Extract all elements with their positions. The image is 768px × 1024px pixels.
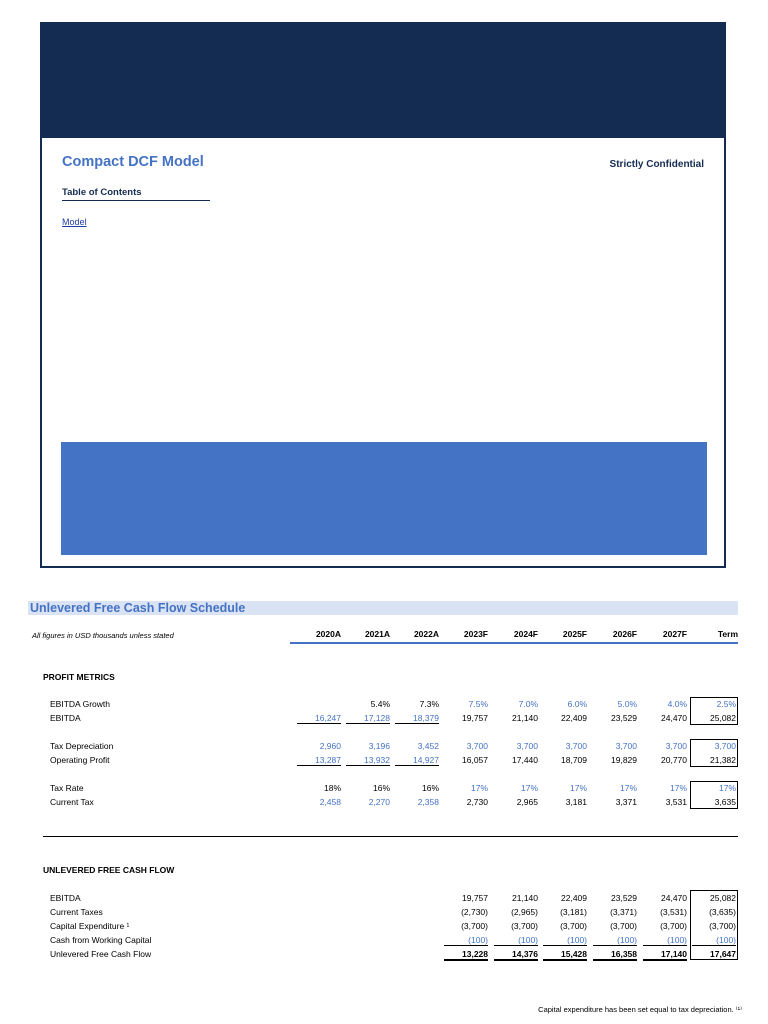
cell: 16,247 xyxy=(297,713,341,724)
cell: 3,700 xyxy=(665,741,687,751)
row-label: Tax Rate xyxy=(50,783,84,793)
cell: 2,965 xyxy=(516,797,538,807)
cell: 17% xyxy=(718,783,736,793)
cell: 13,287 xyxy=(297,755,341,766)
cell: 18% xyxy=(323,783,341,793)
cell: 18,709 xyxy=(561,755,587,765)
cell: 17% xyxy=(470,783,488,793)
cell: (100) xyxy=(444,935,488,946)
cell: 24,470 xyxy=(661,893,687,903)
cell: 2,358 xyxy=(417,797,439,807)
cell: 3,635 xyxy=(714,797,736,807)
cell: (3,531) xyxy=(660,907,687,917)
cell: (3,700) xyxy=(610,921,637,931)
year-header: 2024F xyxy=(513,629,538,639)
cell: 3,196 xyxy=(368,741,390,751)
cell: 16,057 xyxy=(462,755,488,765)
cell: 16,358 xyxy=(593,949,637,961)
cell: 3,371 xyxy=(615,797,637,807)
cell: 17,140 xyxy=(643,949,687,961)
cell: 3,700 xyxy=(565,741,587,751)
cell: 17% xyxy=(520,783,538,793)
cell: 14,376 xyxy=(494,949,538,961)
cell: (3,700) xyxy=(511,921,538,931)
cell: 3,452 xyxy=(417,741,439,751)
row-label: EBITDA Growth xyxy=(50,699,110,709)
footnote: Capital expenditure has been set equal to tax depreciation. ⁽¹⁾ xyxy=(538,1005,742,1014)
cell: 7.5% xyxy=(468,699,488,709)
cell: 22,409 xyxy=(561,713,587,723)
cell: 5.4% xyxy=(370,699,390,709)
year-header: 2026F xyxy=(612,629,637,639)
row-label: Capital Expenditure ¹ xyxy=(50,921,130,931)
cell: 6.0% xyxy=(567,699,587,709)
year-header: 2025F xyxy=(562,629,587,639)
cell: (100) xyxy=(593,935,637,946)
cell: 5.0% xyxy=(617,699,637,709)
cell: 17% xyxy=(569,783,587,793)
cell: (3,700) xyxy=(660,921,687,931)
cell: (3,371) xyxy=(610,907,637,917)
cover-footer-band xyxy=(61,442,707,555)
cell: 23,529 xyxy=(611,893,637,903)
cell: 17,440 xyxy=(512,755,538,765)
cell: 23,529 xyxy=(611,713,637,723)
cell: (100) xyxy=(643,935,687,946)
cell: 3,700 xyxy=(516,741,538,751)
cell: 21,140 xyxy=(512,893,538,903)
year-header: 2020A xyxy=(315,629,341,639)
cell: 4.0% xyxy=(667,699,687,709)
cell: 16% xyxy=(372,783,390,793)
cell: 15,428 xyxy=(543,949,587,961)
cell: 19,829 xyxy=(611,755,637,765)
profit-metrics-heading: PROFIT METRICS xyxy=(43,672,115,682)
cell: 2,960 xyxy=(319,741,341,751)
cell: 13,932 xyxy=(346,755,390,766)
cell: 17% xyxy=(669,783,687,793)
ufcf-heading: UNLEVERED FREE CASH FLOW xyxy=(43,865,175,875)
cell: 25,082 xyxy=(710,713,736,723)
cell: 21,140 xyxy=(512,713,538,723)
cell: 25,082 xyxy=(710,893,736,903)
cell: 21,382 xyxy=(710,755,736,765)
cell: 17,128 xyxy=(346,713,390,724)
model-title: Compact DCF Model xyxy=(62,154,204,170)
cell: 19,757 xyxy=(462,893,488,903)
year-header: 2021A xyxy=(364,629,390,639)
cell: 16% xyxy=(421,783,439,793)
row-label: Unlevered Free Cash Flow xyxy=(50,949,152,959)
cell: 2,458 xyxy=(319,797,341,807)
toc-heading: Table of Contents xyxy=(62,187,210,201)
cell: 3,700 xyxy=(615,741,637,751)
cell: (100) xyxy=(543,935,587,946)
cover-frame xyxy=(40,22,726,568)
cell: 2,730 xyxy=(466,797,488,807)
toc-link-model[interactable]: Model xyxy=(62,217,87,227)
cell: 3,181 xyxy=(565,797,587,807)
cell: 19,757 xyxy=(462,713,488,723)
cell: 13,228 xyxy=(444,949,488,961)
cell: 20,770 xyxy=(661,755,687,765)
cell: (3,700) xyxy=(560,921,587,931)
cell: (2,730) xyxy=(461,907,488,917)
row-label: Current Tax xyxy=(50,797,94,807)
cell: (3,181) xyxy=(560,907,587,917)
schedule-title: Unlevered Free Cash Flow Schedule xyxy=(28,601,738,615)
cell: 14,927 xyxy=(395,755,439,766)
cell: 7.0% xyxy=(518,699,538,709)
year-header: Term xyxy=(717,629,738,639)
row-label: Current Taxes xyxy=(50,907,103,917)
cell: 3,700 xyxy=(466,741,488,751)
cell: (3,700) xyxy=(709,921,736,931)
row-label: EBITDA xyxy=(50,713,81,723)
cover-header-band xyxy=(42,24,724,138)
row-label: Cash from Working Capital xyxy=(50,935,152,945)
cell: 24,470 xyxy=(661,713,687,723)
cell: (3,635) xyxy=(709,907,736,917)
row-label: Operating Profit xyxy=(50,755,110,765)
year-header: 2023F xyxy=(463,629,488,639)
cell: (100) xyxy=(692,935,736,946)
cell: 17,647 xyxy=(710,949,736,959)
cell: 3,700 xyxy=(714,741,736,751)
units-note: All figures in USD thousands unless stated xyxy=(32,631,174,640)
cell: 22,409 xyxy=(561,893,587,903)
confidential-label: Strictly Confidential xyxy=(609,159,704,170)
cell: 18,379 xyxy=(395,713,439,724)
cell: (2,965) xyxy=(511,907,538,917)
cell: 7.3% xyxy=(419,699,439,709)
header-underline xyxy=(290,642,738,644)
cell: 2,270 xyxy=(368,797,390,807)
year-header: 2027F xyxy=(662,629,687,639)
cell: (3,700) xyxy=(461,921,488,931)
row-label: EBITDA xyxy=(50,893,81,903)
cell: 3,531 xyxy=(665,797,687,807)
cell: 17% xyxy=(619,783,637,793)
cell: 2.5% xyxy=(716,699,736,709)
year-header: 2022A xyxy=(413,629,439,639)
section-divider xyxy=(43,836,738,837)
row-label: Tax Depreciation xyxy=(50,741,114,751)
cell: (100) xyxy=(494,935,538,946)
